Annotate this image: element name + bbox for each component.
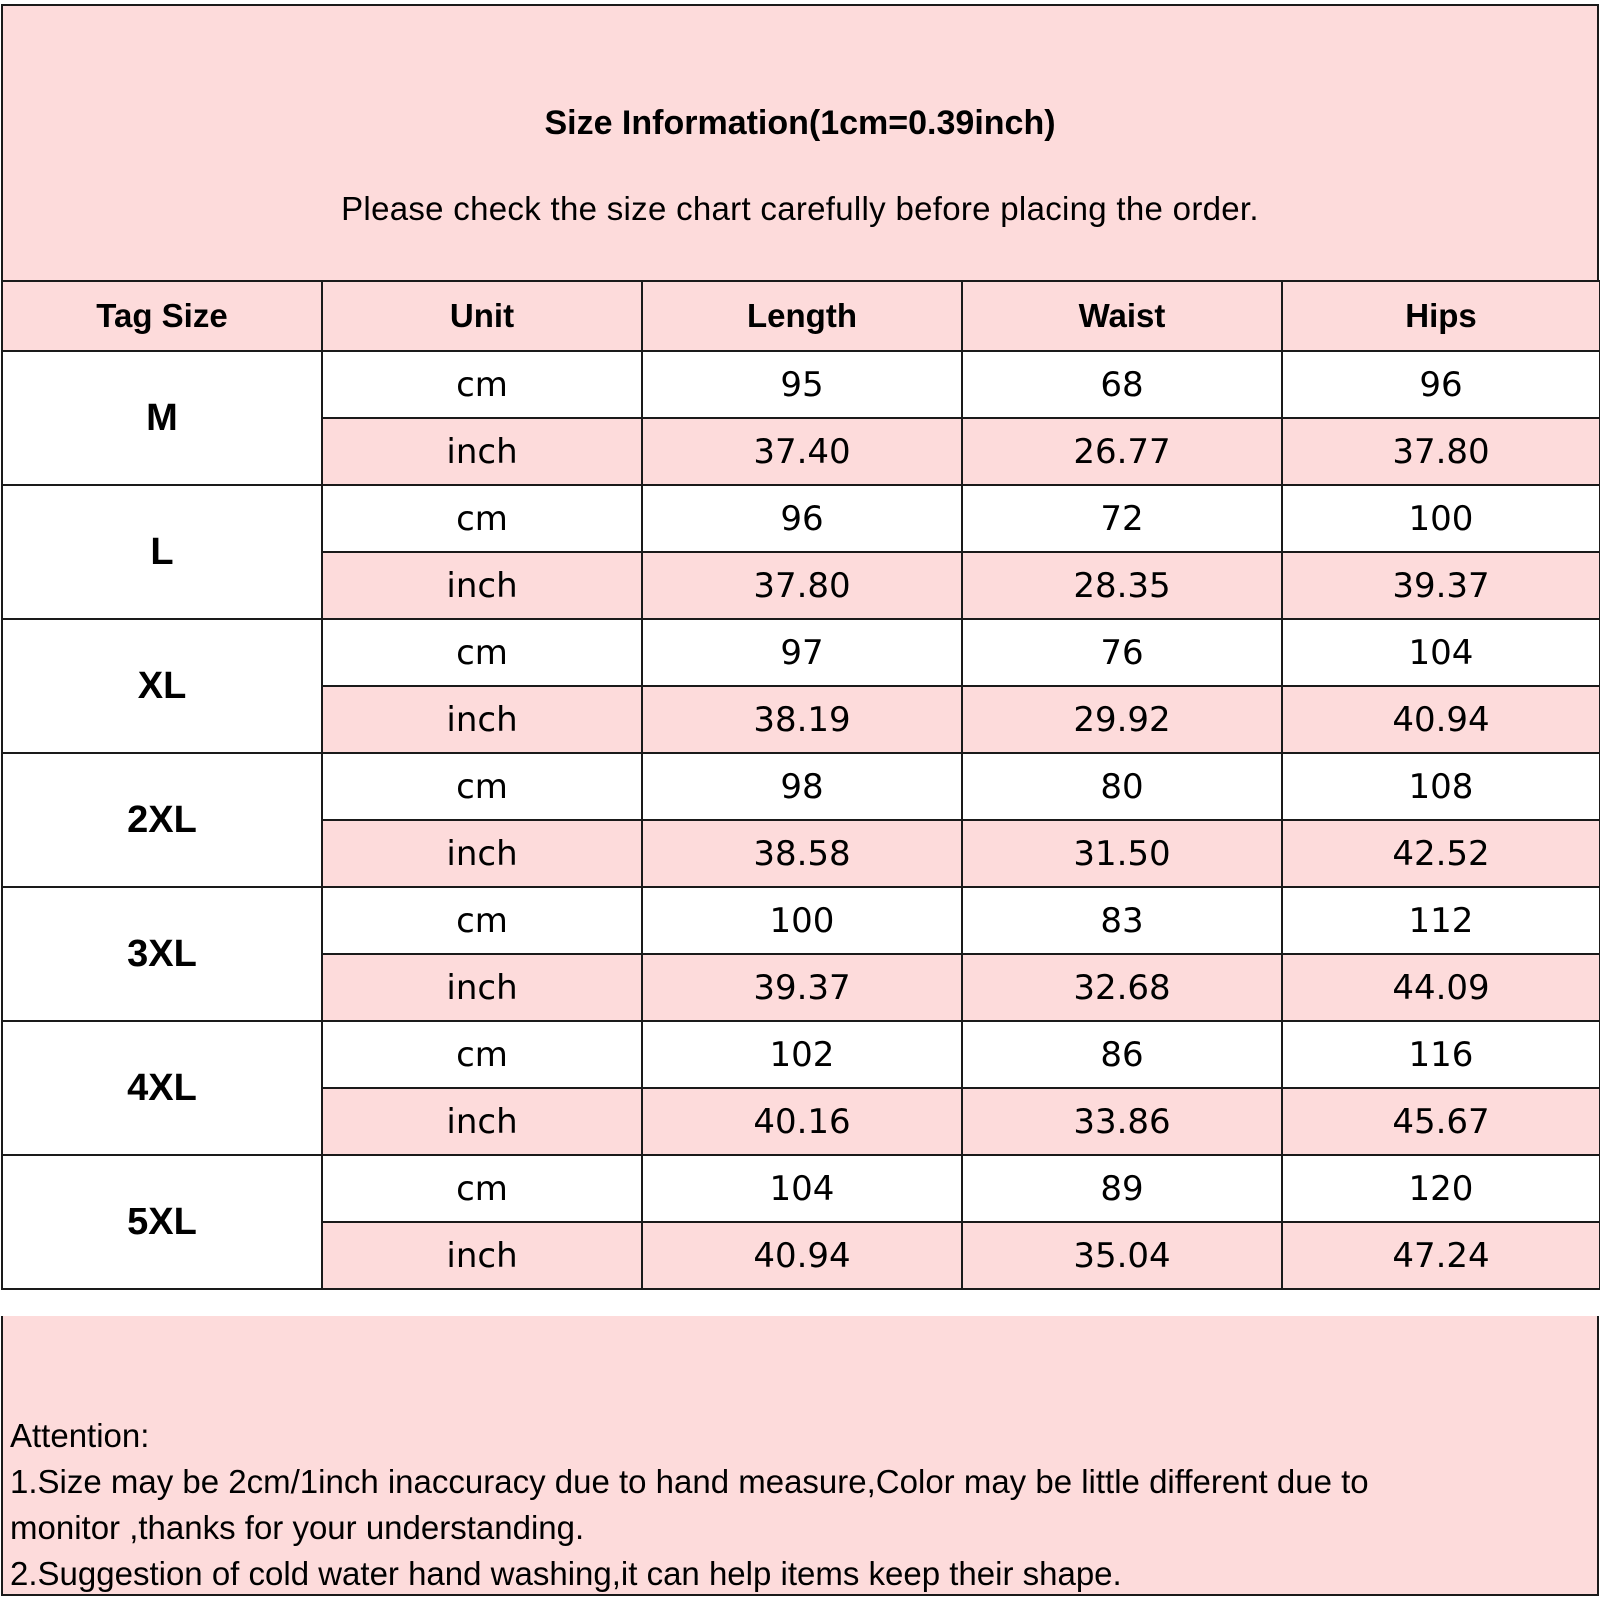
header-length: Length xyxy=(642,281,962,351)
length-cell: 40.94 xyxy=(642,1222,962,1289)
header-waist: Waist xyxy=(962,281,1282,351)
table-row xyxy=(2,1021,1600,1088)
size-table xyxy=(1,280,1600,1290)
waist-cell: 28.35 xyxy=(962,552,1282,619)
hips-cell: 112 xyxy=(1282,887,1600,954)
hips-cell: 104 xyxy=(1282,619,1600,686)
length-cell: 37.80 xyxy=(642,552,962,619)
hips-cell: 120 xyxy=(1282,1155,1600,1222)
unit-cell: inch xyxy=(322,1088,642,1155)
unit-cell: inch xyxy=(322,954,642,1021)
waist-cell: 68 xyxy=(962,351,1282,418)
unit-cell: cm xyxy=(322,1155,642,1222)
length-cell: 38.58 xyxy=(642,820,962,887)
header-hips: Hips xyxy=(1282,281,1600,351)
unit-cell: cm xyxy=(322,485,642,552)
length-cell: 97 xyxy=(642,619,962,686)
hips-cell: 47.24 xyxy=(1282,1222,1600,1289)
hips-cell: 40.94 xyxy=(1282,686,1600,753)
unit-cell: cm xyxy=(322,619,642,686)
length-cell: 102 xyxy=(642,1021,962,1088)
table-row xyxy=(2,1155,1600,1222)
length-cell: 38.19 xyxy=(642,686,962,753)
notice-band xyxy=(1,142,1599,282)
table-row xyxy=(2,485,1600,552)
attention-note-1-line-2: monitor ,thanks for your understanding. xyxy=(10,1509,585,1546)
length-cell: 100 xyxy=(642,887,962,954)
unit-cell: inch xyxy=(322,1222,642,1289)
page-title: Size Information(1cm=0.39inch) xyxy=(544,104,1056,142)
header-unit: Unit xyxy=(322,281,642,351)
notice-text: Please check the size chart carefully before placing the order. xyxy=(341,190,1259,227)
waist-cell: 26.77 xyxy=(962,418,1282,485)
header-tag-size: Tag Size xyxy=(2,281,322,351)
unit-cell: cm xyxy=(322,887,642,954)
unit-cell: inch xyxy=(322,686,642,753)
unit-cell: cm xyxy=(322,351,642,418)
table-row xyxy=(2,351,1600,418)
waist-cell: 32.68 xyxy=(962,954,1282,1021)
hips-cell: 96 xyxy=(1282,351,1600,418)
length-cell: 104 xyxy=(642,1155,962,1222)
waist-cell: 83 xyxy=(962,887,1282,954)
waist-cell: 76 xyxy=(962,619,1282,686)
length-cell: 37.40 xyxy=(642,418,962,485)
attention-band xyxy=(1,1316,1599,1596)
waist-cell: 33.86 xyxy=(962,1088,1282,1155)
title-band xyxy=(1,4,1599,144)
header-row xyxy=(2,281,1600,351)
tag-size-cell: 5XL xyxy=(2,1155,322,1289)
waist-cell: 80 xyxy=(962,753,1282,820)
tag-size-cell: L xyxy=(2,485,322,619)
waist-cell: 72 xyxy=(962,485,1282,552)
table-body xyxy=(2,351,1600,1289)
unit-cell: inch xyxy=(322,552,642,619)
waist-cell: 35.04 xyxy=(962,1222,1282,1289)
table-row xyxy=(2,753,1600,820)
attention-note-2: 2.Suggestion of cold water hand washing,it can help items keep their shape. xyxy=(10,1555,1122,1592)
hips-cell: 45.67 xyxy=(1282,1088,1600,1155)
hips-cell: 37.80 xyxy=(1282,418,1600,485)
table-row xyxy=(2,619,1600,686)
hips-cell: 100 xyxy=(1282,485,1600,552)
waist-cell: 31.50 xyxy=(962,820,1282,887)
hips-cell: 42.52 xyxy=(1282,820,1600,887)
length-cell: 39.37 xyxy=(642,954,962,1021)
unit-cell: cm xyxy=(322,1021,642,1088)
length-cell: 95 xyxy=(642,351,962,418)
unit-cell: inch xyxy=(322,820,642,887)
table-row xyxy=(2,887,1600,954)
hips-cell: 44.09 xyxy=(1282,954,1600,1021)
length-cell: 98 xyxy=(642,753,962,820)
tag-size-cell: M xyxy=(2,351,322,485)
hips-cell: 39.37 xyxy=(1282,552,1600,619)
waist-cell: 29.92 xyxy=(962,686,1282,753)
unit-cell: inch xyxy=(322,418,642,485)
attention-heading: Attention: xyxy=(10,1417,150,1454)
attention-text xyxy=(10,1413,1590,1597)
waist-cell: 89 xyxy=(962,1155,1282,1222)
hips-cell: 108 xyxy=(1282,753,1600,820)
tag-size-cell: 3XL xyxy=(2,887,322,1021)
waist-cell: 86 xyxy=(962,1021,1282,1088)
hips-cell: 116 xyxy=(1282,1021,1600,1088)
unit-cell: cm xyxy=(322,753,642,820)
length-cell: 96 xyxy=(642,485,962,552)
attention-note-1-line-1: 1.Size may be 2cm/1inch inaccuracy due to hand measure,Color may be little different due to xyxy=(10,1463,1369,1500)
tag-size-cell: 2XL xyxy=(2,753,322,887)
tag-size-cell: XL xyxy=(2,619,322,753)
length-cell: 40.16 xyxy=(642,1088,962,1155)
tag-size-cell: 4XL xyxy=(2,1021,322,1155)
